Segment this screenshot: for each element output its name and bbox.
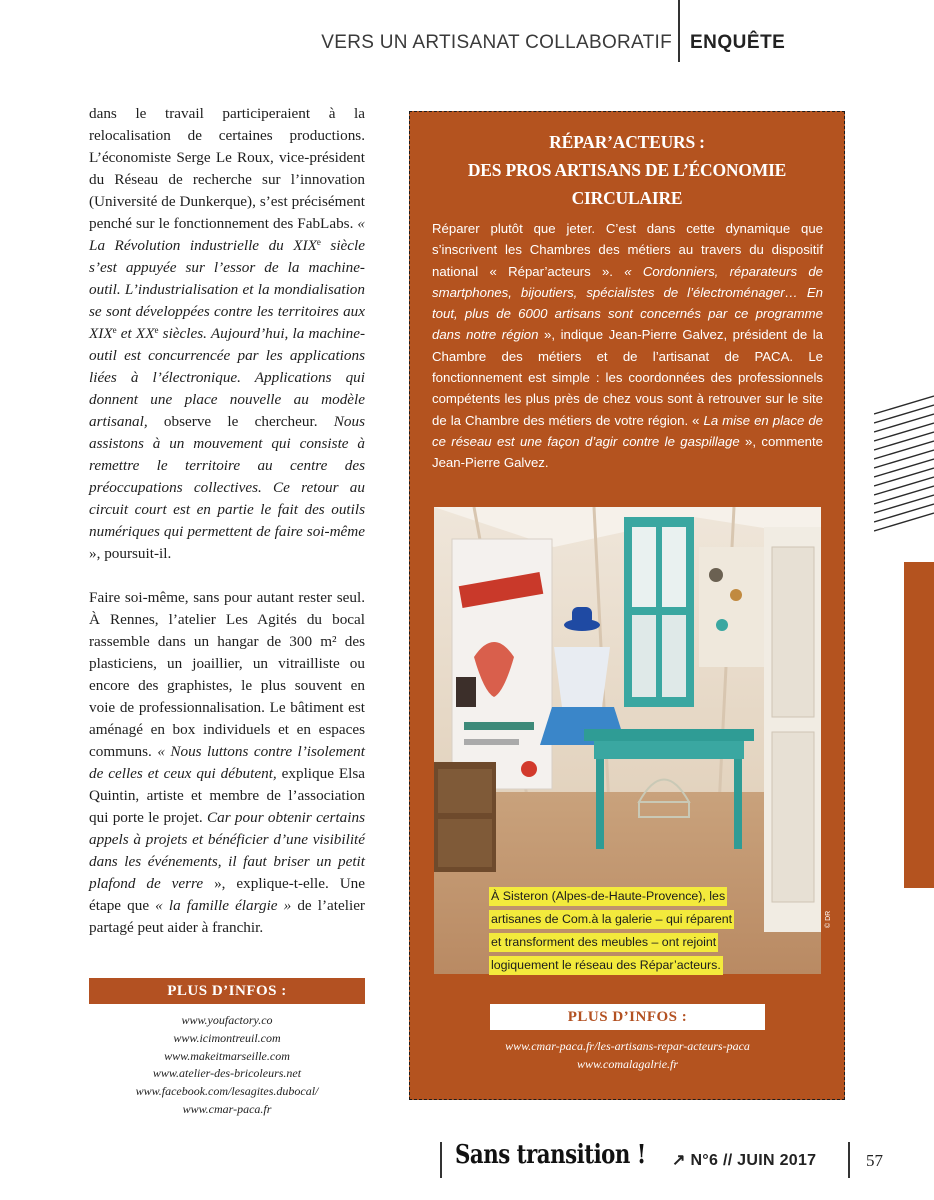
photo-caption-line-1: À Sisteron (Alpes-de-Haute-Provence), les bbox=[489, 887, 727, 906]
footer-divider-left bbox=[440, 1142, 442, 1178]
page-number: 57 bbox=[866, 1151, 883, 1170]
left-more-info-links bbox=[89, 1012, 365, 1119]
running-header-section: ENQUÊTE bbox=[690, 32, 786, 53]
box-title bbox=[432, 128, 822, 212]
link-icimontreuil[interactable]: www.icimontreuil.com bbox=[173, 1030, 281, 1045]
paragraph-2: Faire soi-même, sans pour autant rester seul. À Rennes, l’atelier Les Agités du bocal rassemble dans un hangar de 300 m² des plasticiens, un joaillier, un vitrailliste ou encore des graphistes, le plus souvent en voie de professionnalisation. Le bâtiment est aménagé en box individuels et en espaces communs. « Nous luttons contre l’isolement de celles et ceux qui débutent, explique Elsa Quintin, artiste et membre de l’association qui porte le projet. Car pour obtenir certains appels à projets et bénéficier d’une visibilité dans les événements, il faut briser un petit plafond de verre », explique-t-elle. Une étape que « la famille élargie » de l’atelier partagé peut aider à franchir. bbox=[89, 589, 365, 936]
photo-caption-line-4: logiquement le réseau des Répar’acteurs. bbox=[489, 956, 723, 975]
link-comalagalrie[interactable]: www.comalagalrie.fr bbox=[576, 1056, 679, 1071]
link-makeitmarseille[interactable]: www.makeitmarseille.com bbox=[164, 1048, 290, 1063]
box-body-text: Réparer plutôt que jeter. C’est dans cette dynamique que s’inscrivent les Chambres des métiers au travers du dispositif national « Répar’acteurs ». « Cordonniers, réparateurs de smartphones, bijoutiers, spécialistes de l’électroménager… En tout, plus de 6000 artisans sont concernés par ce programme dans notre région », indique Jean-Pierre Galvez, président de la Chambre des métiers et de l’artisanat de PACA. Le fonctionnement est simple : les coordonnées des professionnels compétents les plus près de chez vous sont à retrouver sur le site de la Chambre des métiers de votre région. « La mise en place de ce réseau est une façon d’agir contre le gaspillage », commente Jean-Pierre Galvez. bbox=[432, 221, 823, 471]
magazine-logo: Sans transition ! bbox=[455, 1140, 646, 1170]
decorative-stripes bbox=[874, 392, 934, 532]
photo-credit: © DR bbox=[825, 910, 832, 928]
link-facebook-lesagites[interactable]: www.facebook.com/lesagites.dubocal/ bbox=[135, 1084, 319, 1099]
decorative-orange-tab bbox=[904, 562, 934, 888]
left-more-info-heading: PLUS D’INFOS : bbox=[89, 978, 365, 1004]
issue-info: ↗ N°6 // JUIN 2017 bbox=[672, 1152, 817, 1169]
link-atelier-des-bricoleurs[interactable]: www.atelier-des-bricoleurs.net bbox=[152, 1066, 302, 1081]
header-divider bbox=[678, 0, 680, 62]
box-more-info-heading: PLUS D’INFOS : bbox=[490, 1004, 765, 1030]
link-cmar-paca[interactable]: www.cmar-paca.fr bbox=[182, 1101, 272, 1116]
paragraph-1: dans le travail participeraient à la relocalisation de certaines productions. L’économiste Serge Le Roux, vice-président du Réseau de recherche sur l’innovation (Université de Dunkerque), s’est précisément penché sur le fonctionnement des FabLabs. « La Révolution industrielle du XIXe siècle s’est appuyée sur l’essor de la machine-outil. L’industrialisation et la mondialisation se sont développées contre les territoires aux XIXe et XXe siècles. Aujourd’hui, la machine-outil est concurrencée par les applications liées à l’électronique. Applications qui donnent une place nouvelle au modèle artisanal, observe le chercheur. Nous assistons à un mouvement qui consiste à remettre le territoire au centre des préoccupations collectives. Ce retour au circuit court est en partie le fait des outils numériques qui permettent de faire soi-même », poursuit-il. bbox=[89, 105, 366, 562]
article-left-column bbox=[89, 103, 365, 939]
link-youfactory[interactable]: www.youfactory.co bbox=[181, 1013, 273, 1027]
box-title-line-1: RÉPAR’ACTEURS : bbox=[549, 132, 705, 152]
photo-caption-line-2: artisanes de Com.à la galerie – qui réparent bbox=[489, 910, 734, 929]
photo-caption-line-3: et transforment des meubles – ont rejoint bbox=[489, 933, 718, 952]
running-header-rubric: VERS UN ARTISANAT COLLABORATIF bbox=[321, 32, 672, 53]
box-title-line-2: DES PROS ARTISANS DE L’ÉCONOMIE CIRCULAIRE bbox=[467, 160, 787, 208]
link-cmar-paca-repar-acteurs[interactable]: www.cmar-paca.fr/les-artisans-repar-acteurs-paca bbox=[505, 1039, 750, 1053]
footer-divider-right bbox=[848, 1142, 850, 1178]
box-more-info-links bbox=[432, 1038, 823, 1074]
